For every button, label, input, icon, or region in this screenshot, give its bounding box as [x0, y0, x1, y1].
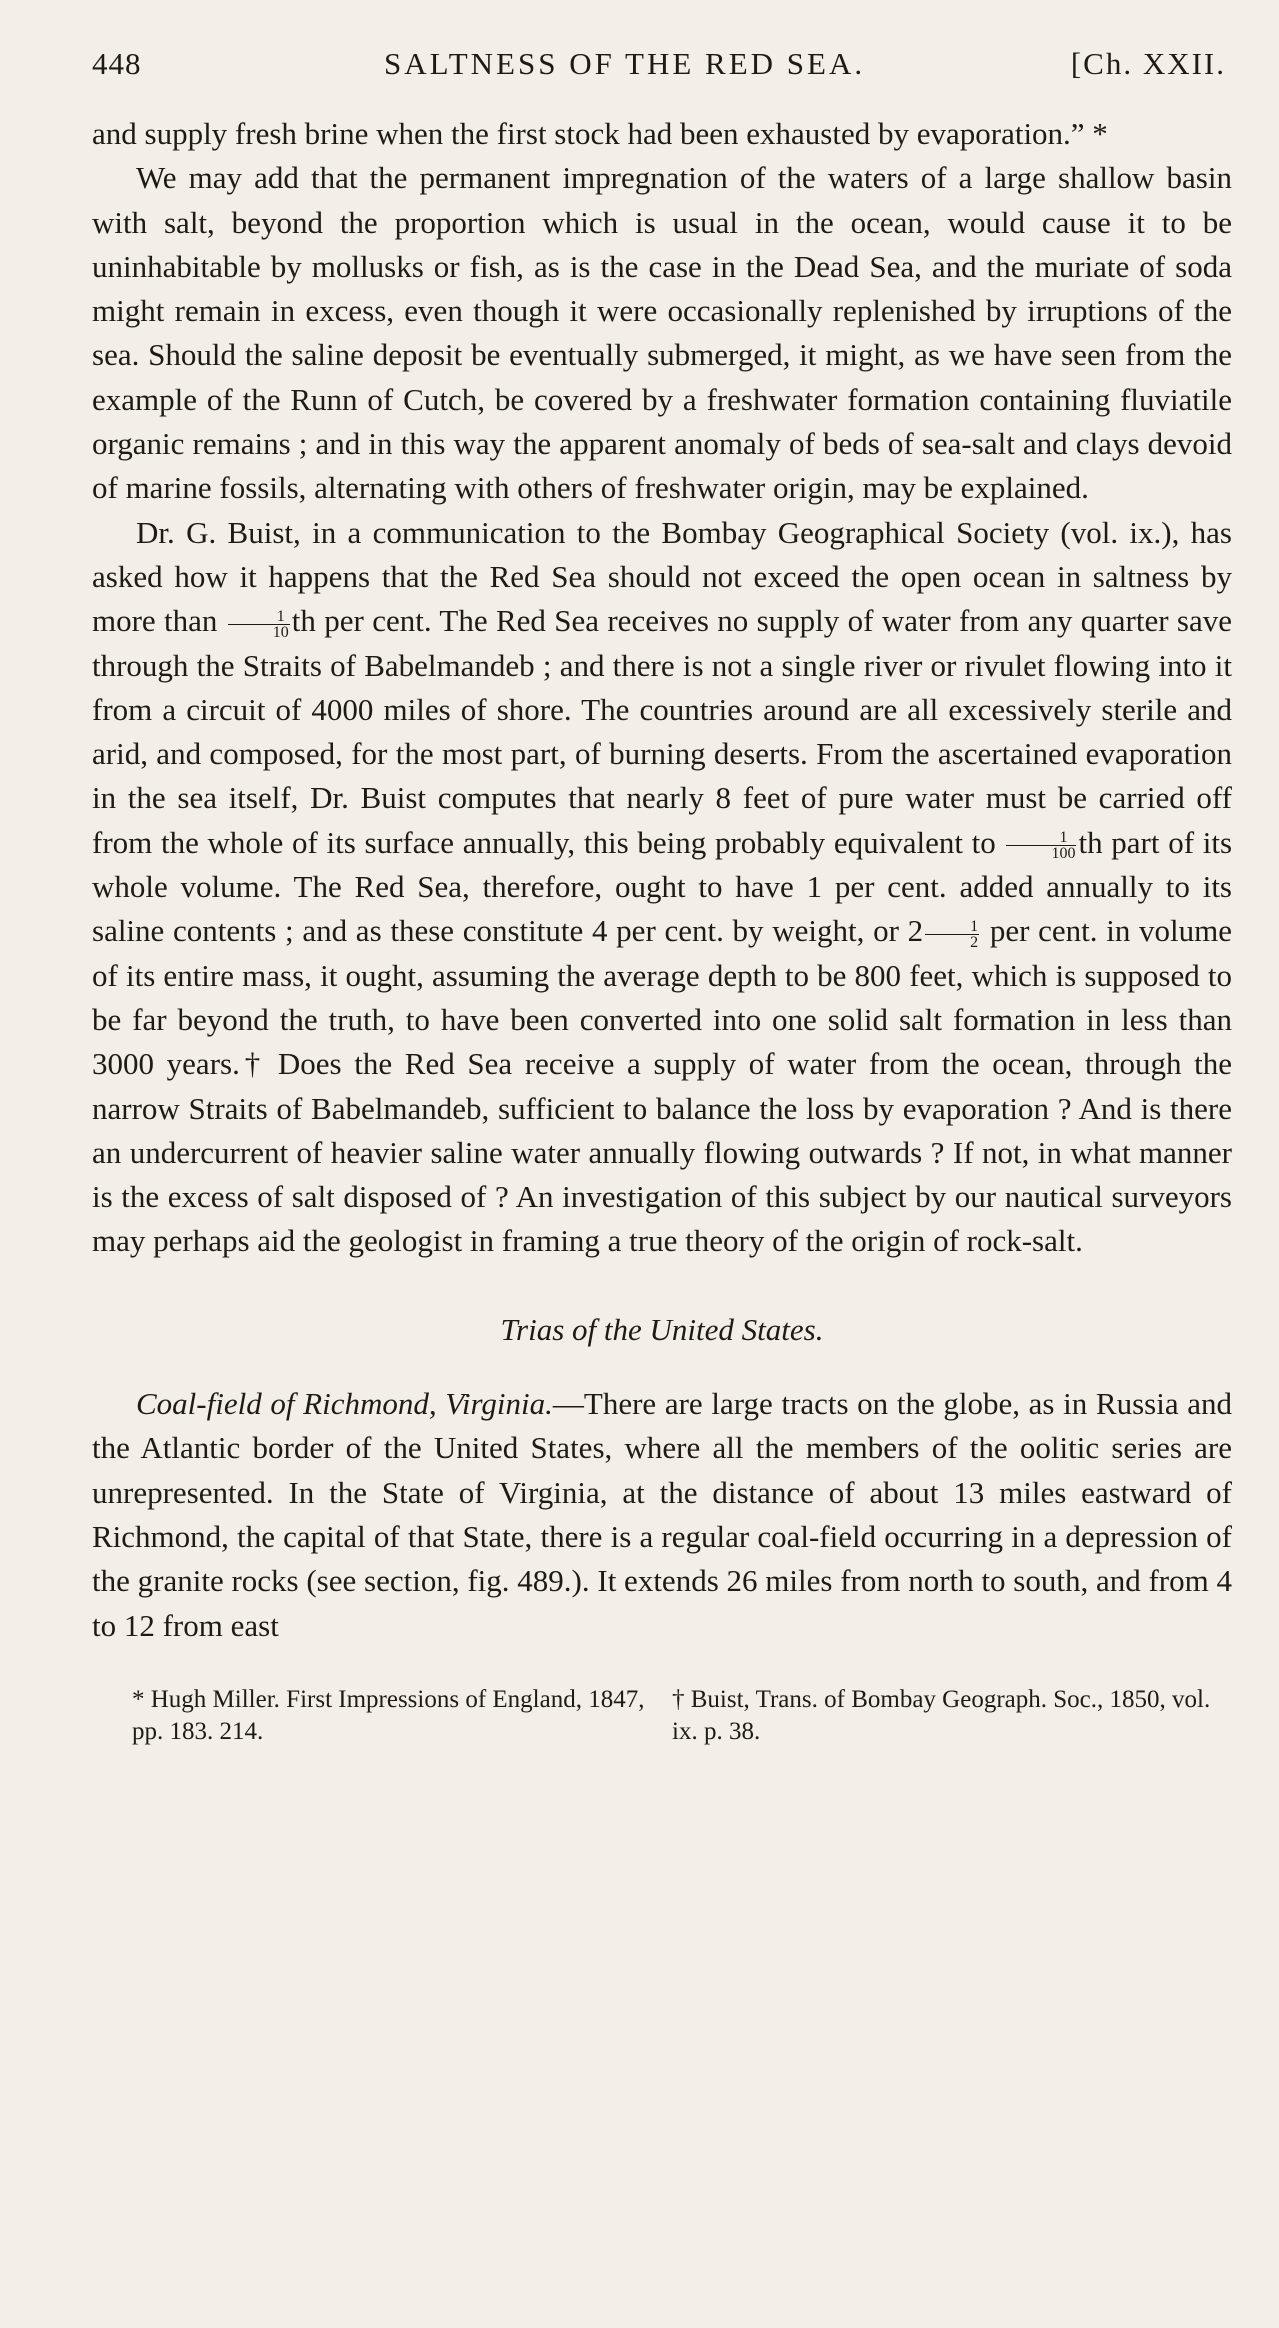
fraction-one-half: [925, 919, 979, 950]
running-header: [92, 38, 1232, 90]
footnote-miller: * Hugh Miller. First Impressions of England, 1847, pp. 183. 214.: [132, 1685, 645, 1745]
section-heading: Trias of the United States.: [500, 1311, 824, 1347]
paragraph-continued: and supply fresh brine when the first stock had been exhausted by evaporation.” *: [92, 116, 1108, 151]
fraction-numerator: 1: [925, 919, 979, 935]
fraction-denominator: 2: [970, 933, 979, 951]
paragraph-buist: [92, 511, 1232, 1264]
fraction-one-hundredth: [1006, 830, 1076, 861]
fraction-numerator: 1: [228, 609, 290, 625]
running-title: SALTNESS OF THE RED SEA.: [384, 46, 866, 81]
paragraph-richmond-text: —There are large tracts on the globe, as in Russia and the Atlantic border of the United States, where all the members of the oolitic series are unrepresented. In the State of Virginia, at the distance of about 13 miles eastward of Richmond, the capital of that State, there is a regular coal-field occurring in a depression of the granite rocks (see section, fig. 489.). It extends 26 miles from north to south, and from 4 to 12 from east: [92, 1386, 1233, 1643]
paragraph-richmond: [92, 1382, 1232, 1648]
fraction-numerator: 1: [1006, 830, 1076, 846]
footnotes: [92, 1684, 1232, 1748]
body-text: [92, 112, 1232, 1648]
fraction-denominator: 100: [1051, 845, 1076, 863]
paragraph-buist-part-d: per cent. in volume of its entire mass, it ought, assuming the average depth to be 800 feet, which is supposed to be far beyond the truth, to have been converted into one solid salt formation in less than 3000 years.† Does the Red Sea receive a supply of water from the ocean, through the narrow Straits of Babelmandeb, sufficient to balance the loss by evaporation ? And is there an undercurrent of heavier saline water annually flowing outwards ? If not, in what manner is the excess of salt disposed of ? An investigation of this subject by our nautical surveyors may perhaps aid the geologist in framing a true theory of the origin of rock-salt.: [92, 913, 1233, 1259]
paragraph-buist-part-b: th per cent. The Red Sea receives no supply of water from any quarter save through the Straits of Babelmandeb ; and there is not a single river or rivulet flowing into it from a circuit of 4000 miles of shore. The countries around are all excessively sterile and arid, and composed, for the most part, of burning deserts. From the ascertained evaporation in the sea itself, Dr. Buist computes that nearly 8 feet of pure water must be carried off from the whole of its surface annually, this being probably equivalent to: [92, 603, 1232, 860]
book-page: [92, 38, 1232, 1748]
fraction-one-tenth: [228, 609, 290, 640]
paragraph-buist-part-a: Dr. G. Buist, in a communication to the Bombay Geographical Society (vol. ix.), has asked how it happens that the Red Sea should not exceed the open ocean in saltness by more than: [92, 514, 1232, 639]
paragraph-lead-title: Coal-field of Richmond, Virginia.: [136, 1386, 553, 1422]
page-number: 448: [92, 46, 142, 81]
chapter-label: [Ch. XXII.: [1070, 46, 1226, 81]
fraction-denominator: 10: [272, 623, 289, 641]
footnote-buist: † Buist, Trans. of Bombay Geograph. Soc., 1850, vol. ix. p. 38.: [672, 1685, 1211, 1745]
paragraph-buist-part-c: th part of its whole volume. The Red Sea, therefore, ought to have 1 per cent. added annually to its saline contents ; and as these constitute 4 per cent. by weight, or 2: [92, 824, 1233, 949]
paragraph-impregnation: We may add that the permanent impregnation of the waters of a large shallow basin with salt, beyond the proportion which is usual in the ocean, would cause it to be uninhabitable by mollusks or fish, as is the case in the Dead Sea, and the muriate of soda might remain in excess, even though it were occasionally replenished by irruptions of the sea. Should the saline deposit be eventually submerged, it might, as we have seen from the example of the Runn of Cutch, be covered by a freshwater formation containing fluviatile organic remains ; and in this way the apparent anomaly of beds of sea-salt and clays devoid of marine fossils, alternating with others of freshwater origin, may be explained.: [92, 160, 1232, 506]
